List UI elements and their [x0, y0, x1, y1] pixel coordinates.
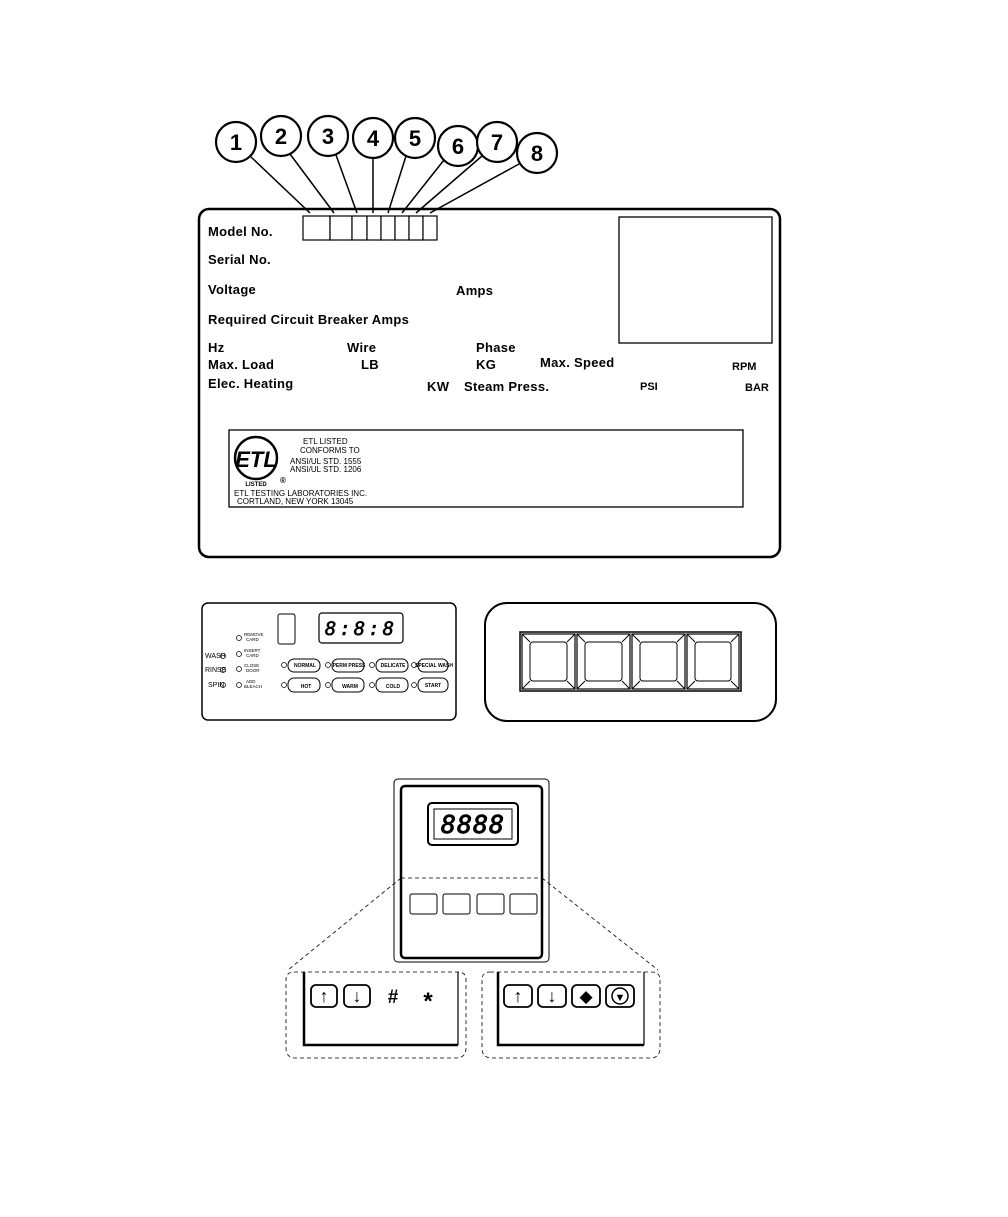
zoom-leaders [288, 878, 658, 970]
callout-3 [308, 116, 357, 213]
status-add-2: BLEACH [244, 684, 263, 689]
panel3-key-3[interactable] [477, 894, 504, 914]
callout-label: 2 [274, 124, 288, 149]
status-remove-2: CARD [246, 637, 259, 642]
etl-lab1: ETL TESTING LABORATORIES INC. [234, 489, 368, 498]
lb-label: LB [361, 357, 379, 372]
keypad-key-2[interactable] [577, 634, 630, 689]
rpm-label: RPM [732, 361, 757, 373]
max-speed-label: Max. Speed [540, 355, 615, 370]
down-arrow-button-right[interactable] [538, 985, 566, 1007]
star-key[interactable]: * [423, 988, 433, 1015]
max-load-label: Max. Load [208, 357, 275, 372]
panel1-display-digits: 8:8:8 [324, 618, 398, 640]
normal-button[interactable] [282, 659, 321, 672]
keypad-key-1[interactable] [522, 634, 575, 689]
hash-key[interactable]: # [387, 987, 399, 1008]
detail-left [286, 972, 466, 1058]
callout-label: 7 [490, 130, 504, 155]
status-add-1: ADD [246, 679, 256, 684]
status-close-2: DOOR [246, 668, 260, 673]
callout-label: 1 [229, 130, 243, 155]
spin-label: SPIN [208, 682, 225, 689]
kw-label: KW [427, 379, 450, 394]
up-arrow-button[interactable] [311, 985, 337, 1007]
detail-right [482, 972, 660, 1058]
delicate-button[interactable] [370, 659, 409, 672]
up-arrow-button-right[interactable] [504, 985, 532, 1007]
wash-label: WASH [205, 653, 226, 660]
perm-press-label: PERM PRESS [332, 663, 366, 669]
callout-label: 6 [451, 134, 465, 159]
elec-heating-label: Elec. Heating [208, 376, 294, 391]
normal-label: NORMAL [294, 663, 316, 669]
warm-button[interactable] [326, 678, 365, 692]
etl-logo [235, 437, 286, 488]
etl-lab2: CORTLAND, NEW YORK 13045 [237, 497, 354, 506]
callout-label: 4 [366, 126, 380, 151]
down-arrow-button[interactable] [344, 985, 370, 1007]
up-arrow-icon: ↑ [319, 986, 329, 1006]
psi-label: PSI [640, 381, 658, 393]
up-arrow-icon: ↑ [513, 986, 523, 1006]
callout-4 [353, 118, 393, 213]
serial-no-label: Serial No. [208, 252, 271, 267]
special-wash-button[interactable] [412, 659, 454, 672]
down-arrow-icon: ↓ [547, 986, 557, 1006]
model-number-boxes [303, 216, 437, 240]
phase-label: Phase [476, 340, 516, 355]
svg-text:®: ® [280, 476, 286, 485]
etl-logo-text: ETL [235, 447, 277, 472]
special-wash-label: SPECIAL WASH [415, 663, 453, 669]
delicate-label: DELICATE [380, 663, 406, 669]
cold-button[interactable] [370, 678, 409, 692]
amps-label: Amps [456, 283, 494, 298]
callout-label: 8 [530, 141, 544, 166]
voltage-label: Voltage [208, 282, 257, 297]
status-indicators [237, 632, 264, 689]
steam-press-label: Steam Press. [464, 379, 550, 394]
control-panel-1 [202, 603, 456, 720]
hz-label: Hz [208, 340, 225, 355]
panel3-keys [410, 894, 537, 914]
status-close-1: CLOSE [244, 663, 260, 668]
keypad-key-4[interactable] [687, 634, 739, 689]
callout-label: 5 [408, 126, 422, 151]
cycle-buttons-top [282, 659, 454, 672]
control-panel-3 [286, 779, 660, 1058]
keypad-key-3[interactable] [632, 634, 685, 689]
cycle-buttons-bottom [282, 678, 449, 692]
panel3-key-4[interactable] [510, 894, 537, 914]
rating-box [619, 217, 772, 343]
down-arrow-icon: ↓ [352, 986, 362, 1006]
diamond-button[interactable] [572, 985, 600, 1007]
etl-listing [229, 430, 743, 507]
callout-label: 3 [321, 124, 335, 149]
perm-press-button[interactable] [326, 659, 367, 672]
warm-label: WARM [342, 684, 358, 690]
start-label: START [424, 683, 442, 689]
hot-label: HOT [300, 684, 312, 690]
wire-label: Wire [347, 340, 377, 355]
kg-label: KG [476, 357, 497, 372]
status-insert-2: CARD [246, 653, 259, 658]
model-no-label: Model No. [208, 224, 273, 239]
nameplate [199, 209, 780, 557]
hot-button[interactable] [282, 678, 321, 692]
cycle-indicators [205, 653, 227, 689]
rinse-label: RINSE [205, 667, 227, 674]
panel3-display-digits: 8888 [440, 810, 506, 839]
etl-listed: ETL LISTED [303, 437, 348, 446]
etl-std1: ANSI/UL STD. 1555 [290, 457, 362, 466]
etl-std2: ANSI/UL STD. 1206 [290, 465, 362, 474]
stop-button[interactable] [606, 985, 634, 1007]
panel3-key-2[interactable] [443, 894, 470, 914]
bar-label: BAR [745, 382, 769, 394]
cold-label: COLD [385, 684, 401, 690]
etl-logo-sub: LISTED [245, 482, 267, 488]
etl-conforms: CONFORMS TO [300, 446, 360, 455]
stop-icon: ▼ [614, 992, 626, 1004]
panel3-key-1[interactable] [410, 894, 437, 914]
start-button[interactable] [412, 678, 449, 692]
breaker-label: Required Circuit Breaker Amps [208, 312, 410, 327]
control-panel-2 [485, 603, 776, 721]
diamond-icon: ◆ [579, 987, 593, 1006]
status-insert-1: INSERT [244, 648, 261, 653]
status-remove-1: REMOVE [244, 632, 264, 637]
callout-5 [388, 118, 435, 213]
callouts [216, 116, 557, 213]
